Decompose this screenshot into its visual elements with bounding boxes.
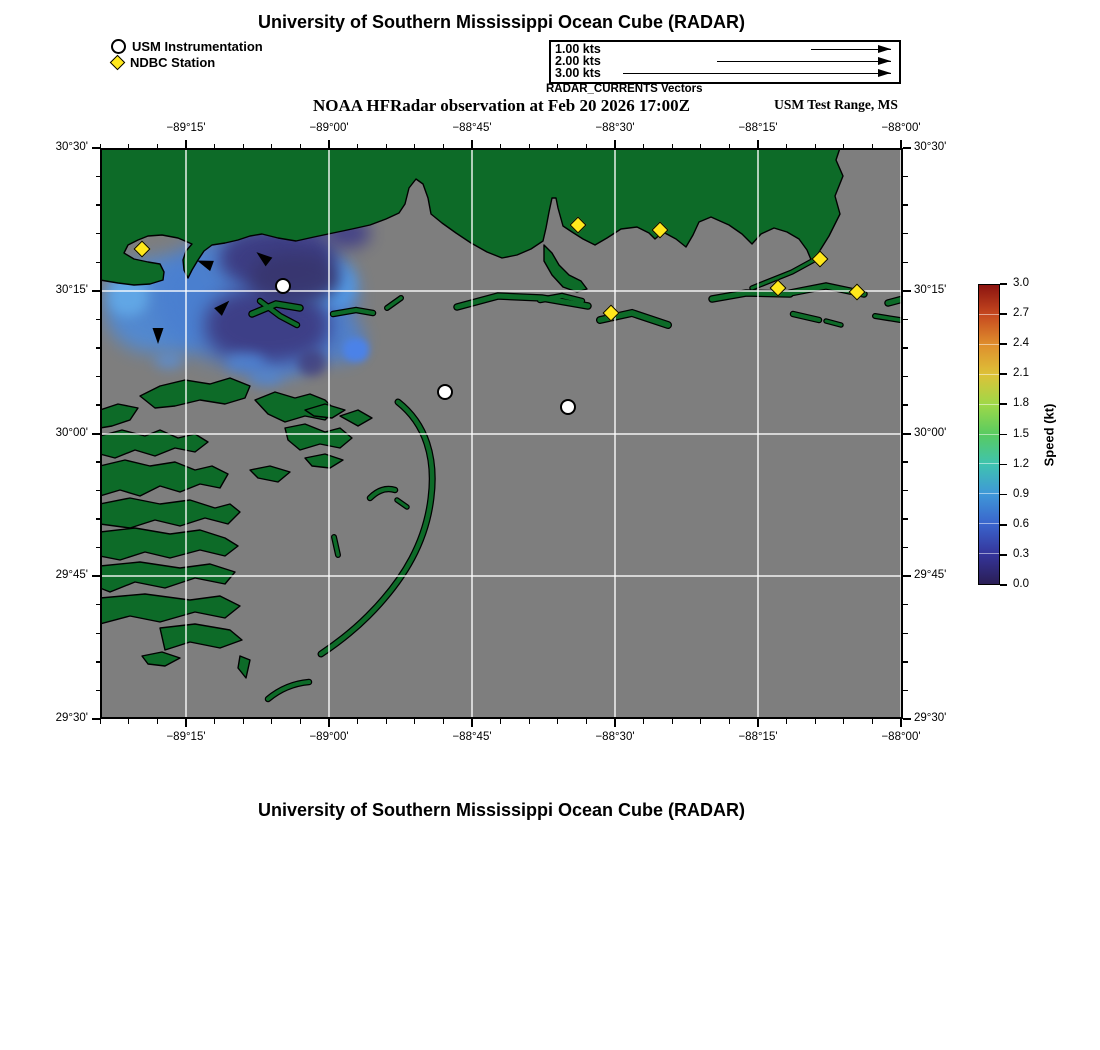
colorbar-segment-line xyxy=(979,493,999,494)
x-axis-label-bottom: −89°00' xyxy=(309,731,349,743)
x-axis-tick xyxy=(157,144,158,149)
x-axis-tick xyxy=(271,719,272,724)
x-axis-tick xyxy=(672,144,673,149)
colorbar-segment-line xyxy=(979,553,999,554)
x-axis-tick xyxy=(872,144,873,149)
y-axis-tick xyxy=(903,718,911,720)
barrier-islands xyxy=(252,260,903,699)
x-axis-tick xyxy=(328,719,330,727)
colorbar-tick-label: 0.6 xyxy=(1013,517,1029,530)
y-axis-tick xyxy=(96,490,101,491)
colorbar-tick-label: 3.0 xyxy=(1013,277,1029,289)
y-axis-tick xyxy=(96,176,101,177)
vector-scale-arrowhead-icon xyxy=(878,57,891,65)
colorbar-segment-line xyxy=(979,314,999,315)
colorbar-segment-line xyxy=(979,434,999,435)
x-axis-label-top: −88°45' xyxy=(452,122,492,134)
y-axis-tick xyxy=(903,661,908,662)
x-axis-tick xyxy=(300,144,301,149)
y-axis-tick xyxy=(96,319,101,320)
y-axis-tick xyxy=(903,547,908,548)
vector-scale-caption: RADAR_CURRENTS Vectors xyxy=(546,83,703,95)
y-axis-tick xyxy=(96,690,101,691)
x-axis-tick xyxy=(672,719,673,724)
y-axis-tick xyxy=(903,376,908,377)
x-axis-label-top: −89°00' xyxy=(309,122,349,134)
x-axis-tick xyxy=(471,140,473,148)
colorbar-tick-label: 0.9 xyxy=(1013,487,1029,500)
x-axis-label-top: −88°30' xyxy=(595,122,635,134)
x-axis-label-bottom: −88°15' xyxy=(738,731,778,743)
x-axis-tick xyxy=(757,719,759,727)
x-axis-label-top: −88°00' xyxy=(881,122,921,134)
y-axis-tick xyxy=(96,461,101,462)
x-axis-tick xyxy=(815,719,816,724)
map-canvas xyxy=(100,148,903,719)
usm-instrument-marker xyxy=(560,399,576,415)
colorbar-tick xyxy=(1000,283,1007,285)
x-axis-tick xyxy=(614,719,616,727)
colorbar-tick xyxy=(1000,403,1007,405)
y-axis-tick xyxy=(903,347,908,348)
x-axis-tick xyxy=(529,144,530,149)
x-axis-tick xyxy=(700,719,701,724)
x-axis-tick xyxy=(900,719,902,727)
colorbar-tick-label: 1.2 xyxy=(1013,457,1029,470)
x-axis-tick xyxy=(157,719,158,724)
colorbar-tick xyxy=(1000,584,1007,586)
x-axis-label-bottom: −88°30' xyxy=(595,731,635,743)
y-axis-label-right: 29°45' xyxy=(914,569,947,581)
x-axis-tick xyxy=(843,144,844,149)
legend-label: NDBC Station xyxy=(130,54,216,70)
current-vector-arrow-icon xyxy=(252,245,286,279)
x-axis-label-bottom: −88°45' xyxy=(452,731,492,743)
y-axis-label-right: 30°00' xyxy=(914,427,947,439)
vector-scale-row-label: 2.00 kts xyxy=(555,54,601,68)
ndbc-station-icon xyxy=(110,54,126,70)
y-axis-label-left: 30°15' xyxy=(55,284,88,296)
y-axis-tick xyxy=(96,661,101,662)
vector-scale-row-label: 3.00 kts xyxy=(555,66,601,80)
x-axis-tick xyxy=(786,719,787,724)
x-axis-tick xyxy=(243,719,244,724)
y-axis-tick xyxy=(96,547,101,548)
x-axis-tick xyxy=(271,144,272,149)
vector-scale-box xyxy=(549,40,901,84)
y-axis-tick xyxy=(903,404,908,405)
usm-instrument-marker xyxy=(275,278,291,294)
y-axis-tick xyxy=(92,290,100,292)
x-axis-tick xyxy=(586,144,587,149)
observation-subtitle: NOAA HFRadar observation at Feb 20 2026 17:00Z xyxy=(313,96,690,115)
colorbar-segment-line xyxy=(979,344,999,345)
y-axis-tick xyxy=(903,262,908,263)
y-axis-tick xyxy=(96,518,101,519)
y-axis-tick xyxy=(903,176,908,177)
x-axis-tick xyxy=(643,144,644,149)
x-axis-tick xyxy=(586,719,587,724)
y-axis-tick xyxy=(92,147,100,149)
colorbar-tick-label: 0.3 xyxy=(1013,547,1029,560)
vector-scale-arrowhead-icon xyxy=(878,45,891,53)
x-axis-label-bottom: −89°15' xyxy=(166,731,206,743)
legend-item-ndbc xyxy=(111,54,215,70)
colorbar-title: Speed (kt) xyxy=(1041,403,1057,467)
colorbar-tick xyxy=(1000,373,1007,375)
page-title: University of Southern Mississippi Ocean Cube (RADAR) xyxy=(257,12,746,32)
x-axis-tick xyxy=(357,719,358,724)
colorbar-segment-line xyxy=(979,463,999,464)
x-axis-label-top: −89°15' xyxy=(166,122,206,134)
colorbar-tick-label: 2.4 xyxy=(1013,337,1029,350)
y-axis-tick xyxy=(903,633,908,634)
x-axis-tick xyxy=(128,144,129,149)
x-axis-tick xyxy=(443,144,444,149)
legend-label: USM Instrumentation xyxy=(132,38,263,54)
legend-item-usm xyxy=(111,38,263,54)
x-axis-tick xyxy=(128,719,129,724)
x-axis-tick xyxy=(815,144,816,149)
x-axis-tick xyxy=(643,719,644,724)
x-axis-tick xyxy=(786,144,787,149)
y-axis-tick xyxy=(903,433,911,435)
vector-scale-line xyxy=(717,61,891,63)
current-vector-arrow-icon xyxy=(195,249,229,283)
x-axis-tick xyxy=(443,719,444,724)
current-vector-arrow-icon xyxy=(141,311,175,345)
y-axis-tick xyxy=(903,461,908,462)
y-axis-tick xyxy=(96,347,101,348)
y-axis-tick xyxy=(903,147,911,149)
colorbar-tick-label: 1.8 xyxy=(1013,397,1029,410)
x-axis-tick xyxy=(300,719,301,724)
x-axis-tick xyxy=(529,719,530,724)
x-axis-tick xyxy=(614,140,616,148)
y-axis-label-left: 30°00' xyxy=(55,427,88,439)
x-axis-tick xyxy=(500,719,501,724)
colorbar-tick xyxy=(1000,554,1007,556)
x-axis-tick xyxy=(214,719,215,724)
y-axis-label-right: 30°15' xyxy=(914,284,947,296)
y-axis-tick xyxy=(903,490,908,491)
y-axis-tick xyxy=(903,290,911,292)
x-axis-tick xyxy=(185,719,187,727)
y-axis-tick xyxy=(903,319,908,320)
x-axis-tick xyxy=(243,144,244,149)
colorbar-segment-line xyxy=(979,374,999,375)
y-axis-tick xyxy=(903,575,911,577)
y-axis-tick xyxy=(903,233,908,234)
y-axis-label-left: 29°45' xyxy=(55,569,88,581)
footer-title: University of Southern Mississippi Ocean Cube (RADAR) xyxy=(257,800,746,820)
x-axis-tick xyxy=(414,719,415,724)
x-axis-tick xyxy=(557,144,558,149)
x-axis-tick xyxy=(900,140,902,148)
x-axis-tick xyxy=(843,719,844,724)
colorbar-tick-label: 2.7 xyxy=(1013,307,1029,320)
colorbar xyxy=(978,284,1000,585)
y-axis-tick xyxy=(96,376,101,377)
colorbar-tick-label: 0.0 xyxy=(1013,578,1029,590)
x-axis-tick xyxy=(386,144,387,149)
x-axis-tick xyxy=(500,144,501,149)
vector-scale-line xyxy=(623,73,891,75)
x-axis-tick xyxy=(729,144,730,149)
y-axis-tick xyxy=(96,604,101,605)
y-axis-tick xyxy=(92,433,100,435)
usm-instrumentation-icon xyxy=(111,39,126,54)
x-axis-tick xyxy=(214,144,215,149)
y-axis-tick xyxy=(903,690,908,691)
x-axis-tick xyxy=(328,140,330,148)
colorbar-tick xyxy=(1000,313,1007,315)
x-axis-tick xyxy=(386,719,387,724)
colorbar-segment-line xyxy=(979,404,999,405)
current-vector-arrow-icon xyxy=(201,295,235,329)
colorbar-tick xyxy=(1000,494,1007,496)
usm-instrument-marker xyxy=(437,384,453,400)
parallel-gridline xyxy=(100,575,903,577)
y-axis-label-left: 29°30' xyxy=(55,712,88,724)
x-axis-tick xyxy=(414,144,415,149)
x-axis-label-top: −88°15' xyxy=(738,122,778,134)
y-axis-label-right: 29°30' xyxy=(914,712,947,724)
y-axis-tick xyxy=(96,633,101,634)
x-axis-tick xyxy=(757,140,759,148)
colorbar-segment-line xyxy=(979,523,999,524)
y-axis-tick xyxy=(92,575,100,577)
vector-scale-arrowhead-icon xyxy=(878,69,891,77)
x-axis-tick xyxy=(872,719,873,724)
colorbar-tick xyxy=(1000,524,1007,526)
y-axis-label-right: 30°30' xyxy=(914,141,947,153)
y-axis-tick xyxy=(903,604,908,605)
y-axis-tick xyxy=(92,718,100,720)
x-axis-tick xyxy=(557,719,558,724)
x-axis-tick xyxy=(471,719,473,727)
colorbar-tick xyxy=(1000,434,1007,436)
y-axis-label-left: 30°30' xyxy=(55,141,88,153)
x-axis-tick xyxy=(700,144,701,149)
coastal-blob xyxy=(544,245,587,292)
x-axis-label-bottom: −88°00' xyxy=(881,731,921,743)
y-axis-tick xyxy=(96,204,101,205)
vector-scale-row-label: 1.00 kts xyxy=(555,42,601,56)
colorbar-tick xyxy=(1000,464,1007,466)
x-axis-tick xyxy=(185,140,187,148)
x-axis-tick xyxy=(729,719,730,724)
y-axis-tick xyxy=(903,518,908,519)
colorbar-tick-label: 1.5 xyxy=(1013,427,1029,440)
colorbar-tick-label: 2.1 xyxy=(1013,367,1029,380)
y-axis-tick xyxy=(96,262,101,263)
x-axis-tick xyxy=(357,144,358,149)
y-axis-tick xyxy=(96,233,101,234)
test-range-label: USM Test Range, MS xyxy=(774,97,898,112)
colorbar-tick xyxy=(1000,343,1007,345)
y-axis-tick xyxy=(903,204,908,205)
y-axis-tick xyxy=(96,404,101,405)
parallel-gridline xyxy=(100,433,903,435)
